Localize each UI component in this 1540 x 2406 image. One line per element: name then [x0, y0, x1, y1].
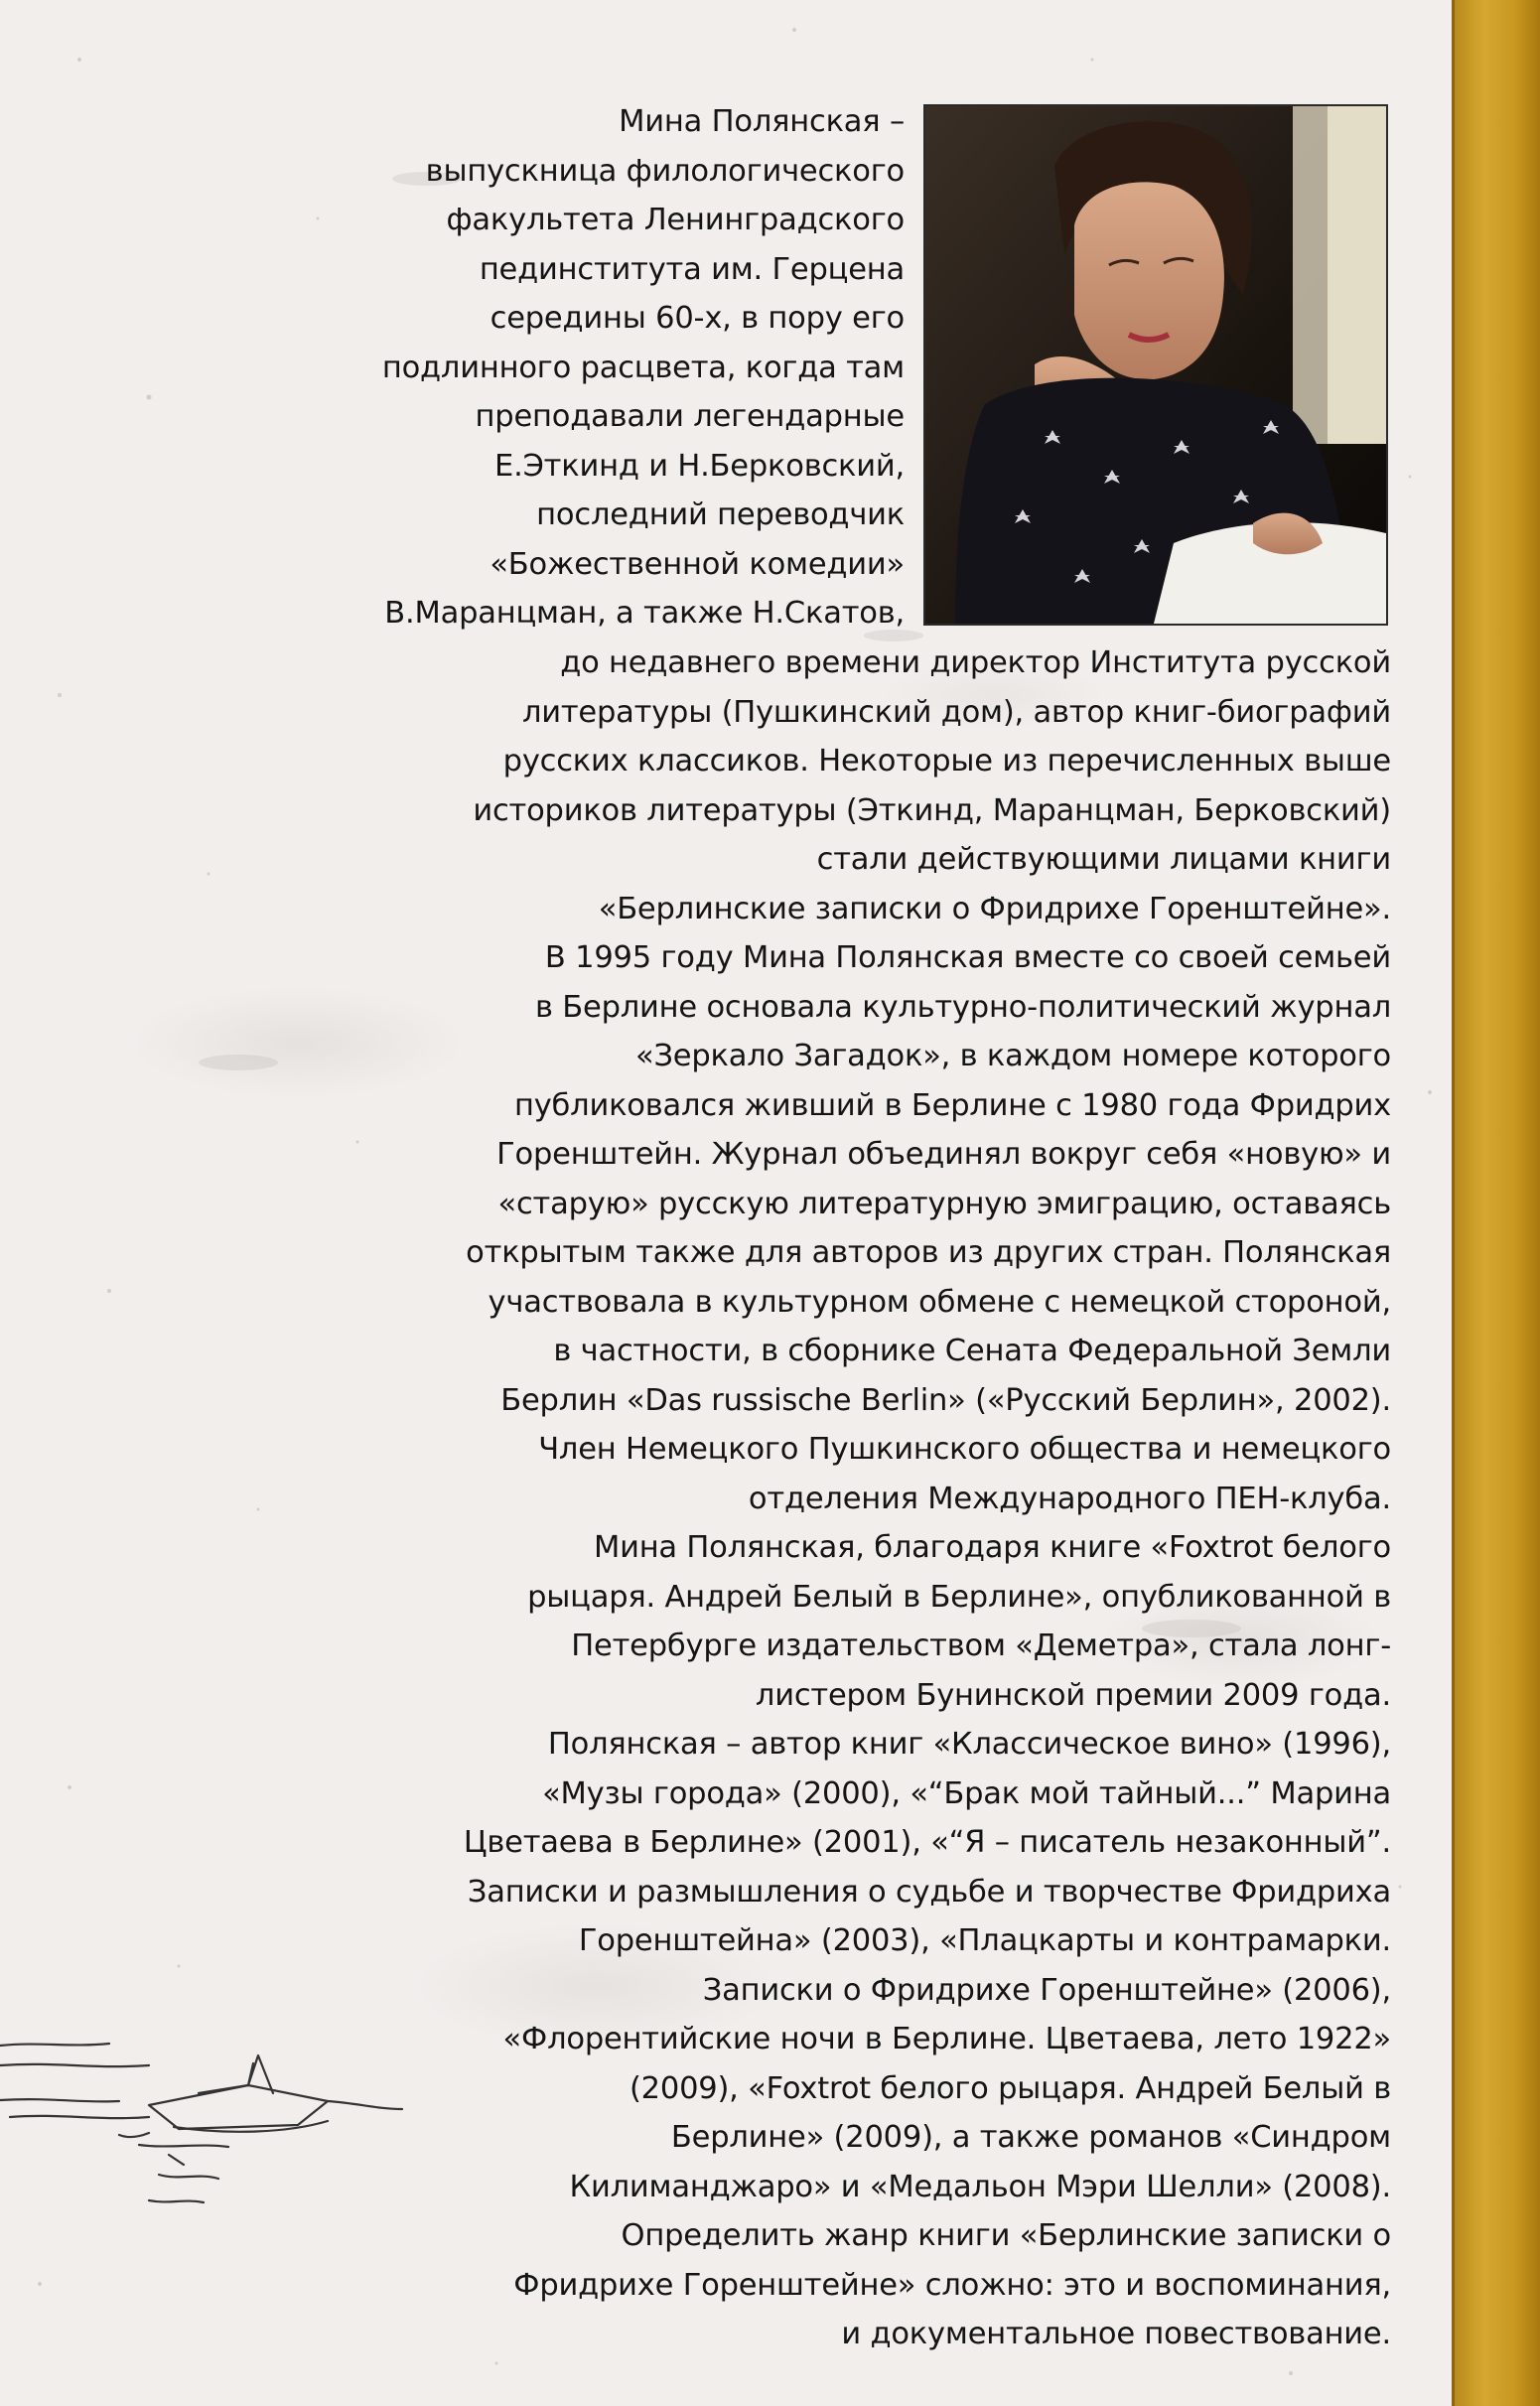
text-line: (2009), «Foxtrot белого рыцаря. Андрей Белый в: [629, 2070, 1391, 2106]
text-line: Цветаева в Берлине» (2001), «“Я – писатель незаконный”.: [463, 1825, 1391, 1860]
text-line: Записки о Фридрихе Горенштейне» (2006),: [702, 1972, 1391, 2008]
text-line: Килиманджаро» и «Медальон Мэри Шелли» (2008).: [569, 2169, 1391, 2204]
text-line: Член Немецкого Пушкинского общества и немецкого: [538, 1432, 1391, 1467]
text-line: листером Бунинской премии 2009 года.: [755, 1677, 1391, 1713]
text-line: Горенштейн. Журнал объединял вокруг себя «новую» и: [496, 1137, 1391, 1172]
paper-boat-sketch-icon: [0, 2006, 417, 2264]
text-line: в Берлине основала культурно-политический журнал: [535, 989, 1391, 1025]
text-line: В 1995 году Мина Полянская вместе со своей семьей: [544, 940, 1391, 975]
text-line: отделения Международного ПЕН-клуба.: [748, 1481, 1391, 1516]
text-line: последний переводчик: [536, 497, 905, 532]
author-bio-column-wide: [464, 638, 1391, 2359]
text-line: Е.Эткинд и Н.Берковский,: [494, 448, 905, 484]
text-line: «Зеркало Загадок», в каждом номере которого: [634, 1039, 1391, 1073]
text-line: преподавали легендарные: [475, 399, 905, 434]
text-line: середины 60-х, в пору его: [490, 301, 905, 336]
text-line: Мина Полянская –: [619, 104, 905, 139]
text-line: В.Маранцман, а также Н.Скатов,: [384, 596, 905, 631]
text-line: «Флорентийские ночи в Берлине. Цветаева, лето 1922»: [502, 2022, 1391, 2056]
author-portrait: [925, 106, 1386, 624]
text-line: «Берлинские записки о Фридрихе Горенштейне».: [598, 891, 1391, 926]
text-line: «Божественной комедии»: [490, 546, 905, 582]
text-line: Фридрихе Горенштейне» сложно: это и воспоминания,: [513, 2267, 1391, 2303]
text-line: публиковался живший в Берлине с 1980 года Фридрих: [513, 1087, 1391, 1123]
text-line: факультета Ленинградского: [446, 203, 905, 237]
text-line: до недавнего времени директор Института русской: [560, 645, 1391, 680]
text-line: рыцаря. Андрей Белый в Берлине», опубликованной в: [527, 1579, 1391, 1615]
text-line: Берлин «Das russische Berlin» («Русский Берлин», 2002).: [500, 1382, 1391, 1418]
author-bio-column-narrow: [382, 97, 905, 638]
text-line: и документальное повествование.: [841, 2317, 1391, 2351]
text-line: «старую» русскую литературную эмиграцию, оставаясь: [497, 1186, 1391, 1221]
text-line: открытым также для авторов из других стран. Полянская: [466, 1235, 1391, 1270]
text-line: «Музы города» (2000), «“Брак мой тайный...” Марина: [542, 1775, 1391, 1811]
text-line: пединститута им. Герцена: [479, 251, 905, 287]
text-line: Берлине» (2009), а также романов «Синдром: [670, 2120, 1391, 2155]
text-line: литературы (Пушкинский дом), автор книг-биографий: [521, 694, 1391, 730]
text-line: Петербурге издательством «Деметра», стала лонг-: [571, 1628, 1391, 1663]
text-line: стали действующими лицами книги: [816, 842, 1391, 877]
author-photo: [923, 104, 1388, 626]
text-line: Записки и размышления о судьбе и творчестве Фридриха: [467, 1874, 1391, 1910]
text-line: Мина Полянская, благодаря книге «Foxtrot белого: [593, 1530, 1391, 1565]
text-line: Полянская – автор книг «Классическое вино» (1996),: [547, 1727, 1391, 1762]
text-line: в частности, в сборнике Сената Федеральной Земли: [553, 1334, 1391, 1368]
text-line: Горенштейна» (2003), «Плацкарты и контрамарки.: [578, 1923, 1391, 1958]
text-line: историков литературы (Эткинд, Маранцман, Берковский): [473, 792, 1391, 828]
book-spine: [1452, 0, 1540, 2406]
text-line: подлинного расцвета, когда там: [381, 350, 905, 385]
text-line: русских классиков. Некоторые из перечисленных выше: [502, 744, 1391, 778]
text-line: Определить жанр книги «Берлинские записки о: [621, 2218, 1391, 2253]
text-line: выпускница филологического: [425, 153, 905, 189]
text-line: участвовала в культурном обмене с немецкой стороной,: [488, 1284, 1391, 1320]
